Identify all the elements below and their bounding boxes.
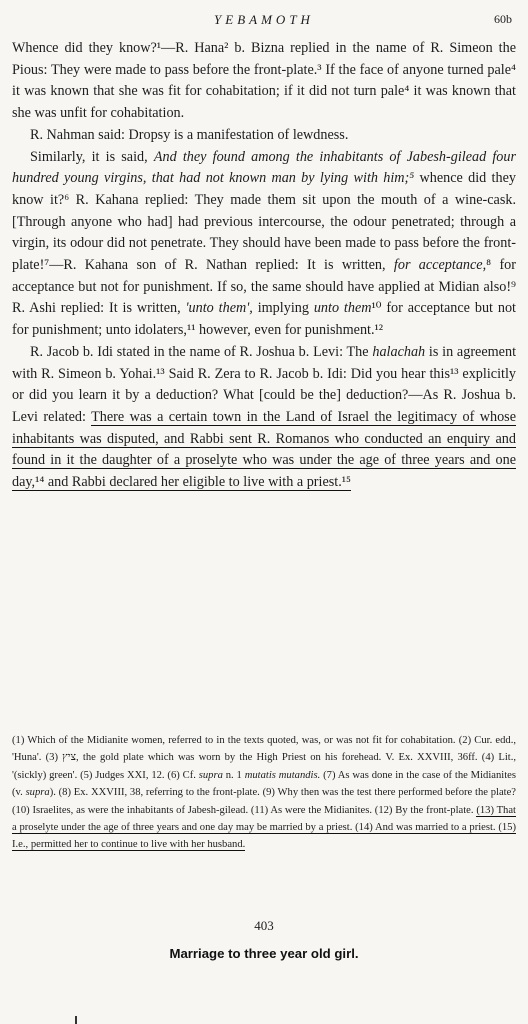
footnote-part-4: ). (8) Ex. XXVIII, 38, referring to the front-plate. (9) Why then was the test there performed before the plate? (10) Israelites, as were the inhabitants of Jabesh-gilead. (11) As were the Midianites. (12) By the front-plate. <box>12 787 516 816</box>
paragraph-3-italic-c: 'unto them', <box>185 300 253 317</box>
image-caption: Marriage to three year old girl. <box>169 946 359 961</box>
scan-mark <box>75 1016 77 1024</box>
footnote-part-3: (7) As was done in the case of the Midianites (v. <box>12 769 516 799</box>
paragraph-3-text-b: whence did they know it?⁶ R. Kahana replied: They made them sit upon the mouth of a wine-cask. [Through anyone who had] had previous intercourse, the odour penetrated; through a virgin, its odour did not penetrate. They should have been made to pass before the front-plate!⁷—R. Kahana son of R. Nathan replied: It is written, <box>12 170 516 274</box>
paragraph-3-quote: And they found among the inhabitants of Jabesh-gilead four hundred young virgins, that had not known man by lying with him;⁵ <box>12 148 516 187</box>
main-text <box>12 38 516 494</box>
footnote-part-1: (1) Which of the Midianite women, referred to in the texts quoted, was, or was not fit for cohabitation. (2) Cur. edd., 'Huna'. (3) ציץ, the gold plate which was worn by the High Priest on his forehead. V. Ex. XXVIII, 36ff. (4) Lit., '(sickly) green'. (5) Judges XXI, 12. (6) Cf. <box>12 735 516 781</box>
paragraph-4 <box>12 342 516 494</box>
paragraph-3-text-c: ⁸ for acceptance but not for punishment. If so, the same should have applied at Midian also!⁹ R. Ashi replied: It is written, <box>12 257 516 317</box>
paragraph-3 <box>12 147 516 342</box>
paragraph-3-text-a: Similarly, it is said, <box>30 148 154 165</box>
footnote-underlined: (13) That a proselyte under the age of three years and one day may be married by a priest. (14) And was married to a priest. (15) I.e., permitted her to continue to live with her husband. <box>12 804 516 851</box>
footnote-italic-3: supra <box>25 787 50 799</box>
paragraph-1 <box>12 38 516 125</box>
footnotes <box>12 732 516 854</box>
paragraph-4-text-b: is in agreement with R. Simeon b. Yohai.¹³ Said R. Zera to R. Jacob b. Idi: Did you hear this¹³ explicitly or did you learn it by a deduction? What [could be the] deduction?—As R. Joshua b. Levi related: <box>12 343 517 425</box>
underlined-passage: There was a certain town in the Land of Israel the legitimacy of whose inhabitants was disputed, and Rabbi sent R. Romanos who conducted an enquiry and found in it the daughter of a proselyte who was under the age of three years and one day,¹⁴ and Rabbi declared her eligible to live with a priest.¹⁵ <box>12 408 516 491</box>
paragraph-3-text-d: implying <box>252 300 314 317</box>
paragraph-3-italic-b: for acceptance, <box>393 257 487 274</box>
paragraph-3-text-e: ¹⁰ for acceptance but not for punishment; unto idolaters,¹¹ however, even for punishment.¹² <box>12 300 516 339</box>
running-head <box>0 12 528 32</box>
page-number: 403 <box>254 918 274 933</box>
running-title: YEBAMOTH <box>214 12 314 27</box>
paragraph-1-text: Whence did they know?¹—R. Hana² b. Bizna replied in the name of R. Simeon the Pious: They were made to pass before the front-plate.³ If the face of anyone turned pale⁴ it was known that she was fit for cohabitation; if it did not turn pale⁴ it was known that she was unfit for cohabitation. <box>12 40 516 122</box>
footnote-italic-2: mutatis mutandis. <box>244 769 321 781</box>
paragraph-2 <box>12 125 516 147</box>
paragraph-4-text-a: R. Jacob b. Idi stated in the name of R. Joshua b. Levi: The <box>30 343 373 360</box>
folio-number: 60b <box>494 12 512 26</box>
footnote-part-2: n. 1 <box>222 769 245 781</box>
paragraph-2-text: R. Nahman said: Dropsy is a manifestation of lewdness. <box>30 126 349 143</box>
paragraph-4-italic: halachah <box>372 343 426 360</box>
paragraph-3-italic-d: unto them <box>313 300 372 317</box>
footnote-block <box>12 732 516 854</box>
footnote-italic-1: supra <box>198 769 223 781</box>
